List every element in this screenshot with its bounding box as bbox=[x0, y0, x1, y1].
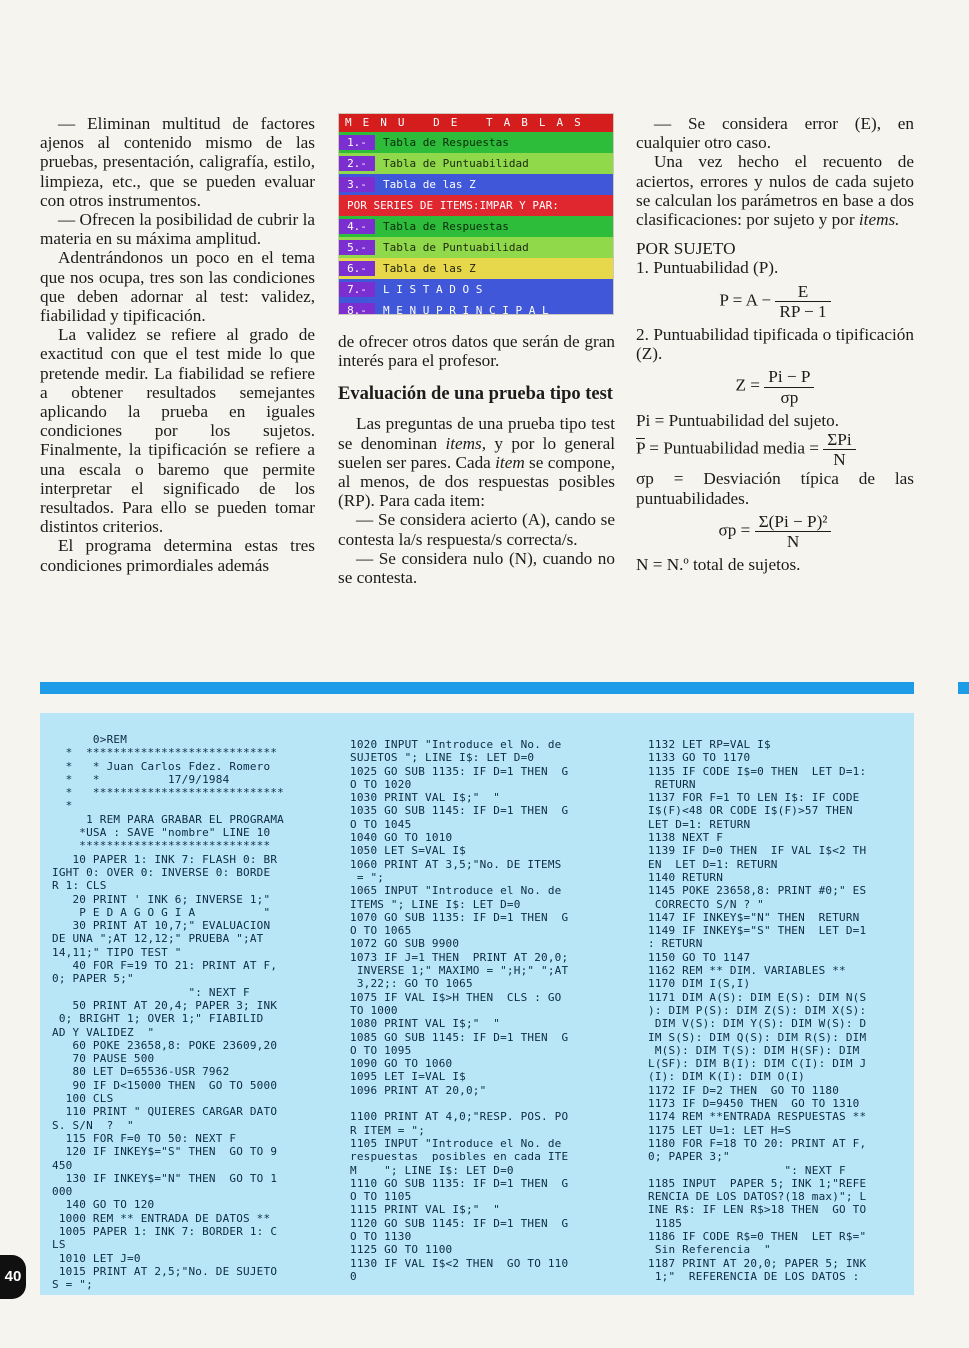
menu-rows bbox=[339, 132, 613, 315]
formula-z: Z = $\frac{Pi - P}{\sigma p}$ bbox=[636, 367, 914, 406]
paragraph: — Se considera error (E), en cualquier otro caso. bbox=[636, 114, 914, 153]
menu-row-label: POR SERIES DE ITEMS:IMPAR Y PAR: bbox=[347, 199, 559, 212]
menu-row bbox=[339, 195, 613, 216]
paragraph: El programa determina estas tres condiciones primordiales además bbox=[40, 536, 315, 575]
menu-row bbox=[339, 258, 613, 279]
menu-screenshot bbox=[338, 113, 614, 315]
paragraph: — Se considera acierto (A), cando se contesta la/s respuesta/s correcta/s. bbox=[338, 510, 615, 549]
menu-row bbox=[339, 279, 613, 300]
menu-row bbox=[339, 153, 613, 174]
list-item: 1. Puntuabilidad (P). bbox=[636, 258, 779, 278]
menu-row-number: 7.- bbox=[339, 282, 375, 297]
section-heading: Evaluación de una prueba tipo test bbox=[338, 384, 613, 405]
menu-row-label: M E N U P R I N C I P A L bbox=[383, 304, 549, 315]
paragraph: de ofrecer otros datos que serán de gran interés para el profesor. bbox=[338, 332, 615, 371]
paragraph: La validez se refiere al grado de exactitud con que el test mide lo que pretende medir. La fiabilidad se refiere a obtener resultados semejantes aplicando la prueba en iguales condiciones por los sujetos. Finalmente, la tipificación se refiere a una escala o baremo que permite interpretar el significado de los resultados. Para ello se pueden tomar distintos criterios. bbox=[40, 325, 315, 537]
blue-divider bbox=[40, 682, 914, 694]
menu-row-number: 3.- bbox=[339, 177, 375, 192]
menu-row-label: Tabla de Puntuabilidad bbox=[383, 241, 529, 254]
menu-row-number: 5.- bbox=[339, 240, 375, 255]
definition: σp = Desviación típica de las puntuabilidades. bbox=[636, 469, 914, 508]
blue-divider-edge bbox=[958, 682, 969, 694]
menu-row-number: 1.- bbox=[339, 135, 375, 150]
menu-row-number: 4.- bbox=[339, 219, 375, 234]
menu-row-number: 2.- bbox=[339, 156, 375, 171]
definition: Pi = Puntuabilidad del sujeto. bbox=[636, 410, 840, 430]
code-listing-column-3: 1132 LET RP=VAL I$ 1133 GO TO 1170 1135 IF CODE I$=0 THEN LET D=1: RETURN 1137 FOR F=1 TO LEN I$: IF CODE I$(F)<48 OR CODE I$(F)>57 THEN LET D=1: RETURN 1138 NEXT F 1139 IF D=0 THEN IF VAL I$<2 TH EN LET D=1: RETURN 1140 RETURN 1145 POKE 23658,8: PRINT #0;" ES CORRECTO S/N ? " 1147 IF INKEY$="N" THEN RETURN 1149 IF INKEY$="S" THEN LET D=1 : RETURN 1150 GO TO 1147 1162 REM ** DIM. VARIABLES ** 1170 DIM I(S,I) 1171 DIM A(S): DIM E(S): DIM N(S ): DIM P(S): DIM Z(S): DIM X(S): DIM V(S): DIM Y(S): DIM W(S): D IM S(S): DIM Q(S): DIM R(S): DIM M(S): DIM T(S): DIM H(SF): DIM L(SF): DIM B(I): DIM C(I): DIM J (I): DIM K(I): DIM O(I) 1172 IF D=2 THEN GO TO 1180 1173 IF D=9450 THEN GO TO 1310 1174 REM **ENTRADA RESPUESTAS ** 1175 LET U=1: LET H=S 1180 FOR F=18 TO 20: PRINT AT F, 0; PAPER 3;" ": NEXT F 1185 INPUT PAPER 5; INK 1;"REFE RENCIA DE LOS DATOS?(18 max)"; L INE R$: IF LEN R$>18 THEN GO TO 1185 1186 IF CODE R$=0 THEN LET R$=" Sin Referencia " 1187 PRINT AT 20,0; PAPER 5; INK 1;" REFERENCIA DE LOS DATOS : bbox=[648, 738, 867, 1283]
text-column-1 bbox=[40, 114, 315, 575]
paragraph: — Se considera nulo (N), cuando no se contesta. bbox=[338, 548, 615, 588]
paragraph: Una vez hecho el recuento de aciertos, errores y nulos de cada sujeto se calculan los parámetros en base a dos clasificaciones: por sujeto y por items. bbox=[636, 152, 914, 230]
paragraph: — Ofrecen la posibilidad de cubrir la materia en su máxima amplitud. bbox=[40, 210, 315, 249]
code-listing-column-1: 0>REM * **************************** * * Juan Carlos Fdez. Romero * * 17/9/1984 * **************************** * 1 REM PARA GRABAR EL PROGRAMA *USA : SAVE "nombre" LINE 10 **************************** 10 PAPER 1: INK 7: FLASH 0: BR IGHT 0: OVER 0: INVERSE 0: BORDE R 1: CLS 20 PRINT ' INK 6; INVERSE 1;" P E D A G O G I A " 30 PRINT AT 10,7;" EVALUACION DE UNA ";AT 12,12;" PRUEBA ";AT 14,11;" TIPO TEST " 40 FOR F=19 TO 21: PRINT AT F, 0; PAPER 5;" ": NEXT F 50 PRINT AT 20,4; PAPER 3; INK 0; BRIGHT 1; OVER 1;" FIABILID AD Y VALIDEZ " 60 POKE 23658,8: POKE 23609,20 70 PAUSE 500 80 LET D=65536-USR 7962 90 IF D<15000 THEN GO TO 5000 100 CLS 110 PRINT " QUIERES CARGAR DATO S. S/N ? " 115 FOR F=0 TO 50: NEXT F 120 IF INKEY$="S" THEN GO TO 9 450 130 IF INKEY$="N" THEN GO TO 1 000 140 GO TO 120 1000 REM ** ENTRADA DE DATOS ** 1005 PAPER 1: INK 7: BORDER 1: C LS 1010 LET J=0 1015 PRINT AT 2,5;"No. DE SUJETO S = "; bbox=[52, 733, 284, 1292]
paragraph: Adentrándonos un poco en el tema que nos ocupa, tres son las condiciones que deben adornar al test: validez, fiabilidad y tipificación. bbox=[40, 248, 315, 326]
page-number: 40 bbox=[0, 1255, 26, 1299]
menu-row-number: 6.- bbox=[339, 261, 375, 276]
menu-row bbox=[339, 174, 613, 195]
menu-row-label: Tabla de Respuestas bbox=[383, 220, 509, 233]
code-listing-column-2: 1020 INPUT "Introduce el No. de SUJETOS "; LINE I$: LET D=0 1025 GO SUB 1135: IF D=1 THEN G O TO 1020 1030 PRINT VAL I$;" " 1035 GO SUB 1145: IF D=1 THEN G O TO 1045 1040 GO TO 1010 1050 LET S=VAL I$ 1060 PRINT AT 3,5;"No. DE ITEMS = "; 1065 INPUT "Introduce el No. de ITEMS "; LINE I$: LET D=0 1070 GO SUB 1135: IF D=1 THEN G O TO 1065 1072 GO SUB 9900 1073 IF J=1 THEN PRINT AT 20,0; INVERSE 1;" MAXIMO = ";H;" ";AT 3,22;: GO TO 1065 1075 IF VAL I$>H THEN CLS : GO TO 1000 1080 PRINT VAL I$;" " 1085 GO SUB 1145: IF D=1 THEN G O TO 1095 1090 GO TO 1060 1095 LET I=VAL I$ 1096 PRINT AT 20,0;" 1100 PRINT AT 4,0;"RESP. POS. PO R ITEM = "; 1105 INPUT "Introduce el No. de respuestas posibles en cada ITE M "; LINE I$: LET D=0 1110 GO SUB 1135: IF D=1 THEN G O TO 1105 1115 PRINT VAL I$;" " 1120 GO SUB 1145: IF D=1 THEN G O TO 1130 1125 GO TO 1100 1130 IF VAL I$<2 THEN GO TO 110 0 bbox=[350, 738, 569, 1283]
menu-row-label: Tabla de Respuestas bbox=[383, 136, 509, 149]
section-label: POR SUJETO bbox=[636, 239, 736, 259]
menu-row bbox=[339, 237, 613, 258]
menu-row-label: Tabla de Puntuabilidad bbox=[383, 157, 529, 170]
paragraph: Las preguntas de una prueba tipo test se denominan items, y por lo general suelen ser pares. Cada item se compone, al menos, de dos respuestas posibles (RP). Para cada item: bbox=[338, 414, 616, 511]
list-item: 2. Puntuabilidad tipificada o tipificación (Z). bbox=[636, 325, 914, 364]
menu-row-label: Tabla de las Z bbox=[383, 178, 476, 191]
definition: N = N.º total de sujetos. bbox=[636, 555, 801, 575]
menu-row bbox=[339, 132, 613, 153]
menu-row-label: Tabla de las Z bbox=[383, 262, 476, 275]
formula-p: P = A − $\frac{E}{RP - 1}$ bbox=[636, 282, 914, 321]
menu-row bbox=[339, 216, 613, 237]
menu-row-number: 8.- bbox=[339, 303, 375, 315]
text-column-3 bbox=[636, 114, 914, 574]
definition: $\overline{P}$ = Puntuabilidad media = $\frac{\text{ΣPi}}{N}$ bbox=[636, 430, 914, 469]
paragraph: — Eliminan multitud de factores ajenos al contenido mismo de las pruebas, presentación, caligrafía, estilo, limpieza, etc., que se pueden evaluar con otros instrumentos. bbox=[40, 114, 315, 210]
formula-sigma: σp = $\frac{\text{Σ(Pi − P)²}}{N}$ bbox=[636, 512, 914, 551]
text-column-2 bbox=[338, 332, 615, 587]
menu-title: MENU DE TABLAS bbox=[339, 114, 613, 132]
menu-row bbox=[339, 300, 613, 315]
menu-row-label: L I S T A D O S bbox=[383, 283, 483, 296]
